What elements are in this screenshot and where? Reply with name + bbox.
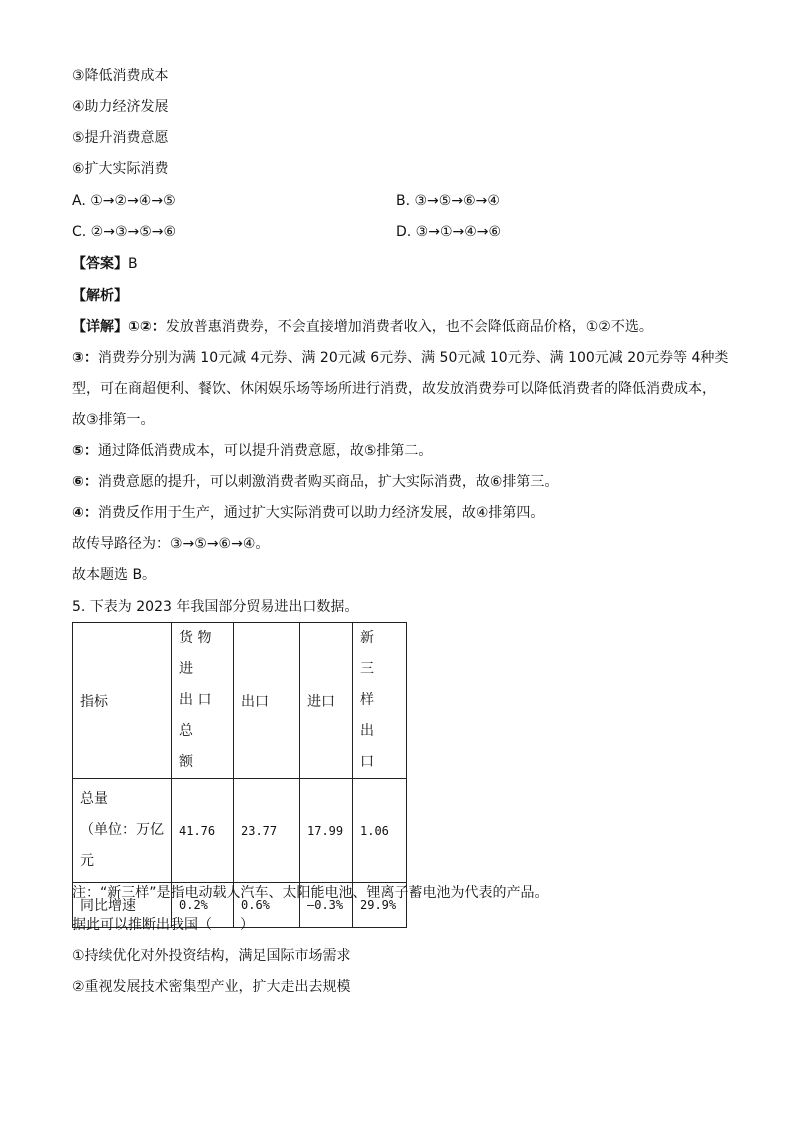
detail-p4-text: 消费意愿的提升，可以刺激消费者购买商品，扩大实际消费，故⑥排第三。	[97, 474, 559, 490]
detail-p3-text: 通过降低消费成本，可以提升消费意愿，故⑤排第二。	[97, 443, 433, 459]
cell-export-value: 23.77	[234, 779, 300, 883]
header-indicator: 指标	[73, 623, 172, 779]
cell-new-growth: 29.9%	[353, 883, 407, 928]
cell-import-growth: —0.3%	[300, 883, 353, 928]
option-item-5: ⑤提升消费意愿	[72, 130, 169, 146]
table-header-row	[73, 623, 407, 779]
detail-p3	[72, 436, 722, 467]
table-note: 注：“新三样”是指电动载人汽车、太阳能电池、锂离子蓄电池为代表的产品。	[72, 885, 549, 901]
table-row	[73, 779, 407, 883]
detail-conclusion: 故传导路径为：③→⑤→⑥→④。	[72, 536, 270, 552]
option-item-6: ⑥扩大实际消费	[72, 161, 169, 177]
header-total	[172, 623, 234, 779]
header-total-l1: 货 物 进	[179, 630, 212, 677]
detail-p5	[72, 498, 722, 529]
choice-c: C. ②→③→⑤→⑥	[72, 224, 177, 240]
choice-d: D. ③→①→④→⑥	[396, 224, 502, 240]
detail-p1-text: 发放普惠消费券，不会直接增加消费者收入，也不会降低商品价格，①②不选。	[165, 319, 653, 335]
detail-p2-label: ③：	[72, 350, 98, 366]
detail-p1-label: 【详解】①②：	[72, 319, 166, 335]
question-5-prompt: 据此可以推断出我国（ ）	[72, 917, 254, 933]
detail-p3-label: ⑤：	[72, 443, 98, 459]
cell-export-growth: 0.6%	[234, 883, 300, 928]
header-import: 进口	[300, 623, 353, 779]
row-total-label-l1: 总量	[80, 791, 108, 807]
cell-total-value: 41.76	[172, 779, 234, 883]
option-item-3: ③降低消费成本	[72, 68, 169, 84]
row-total-label	[73, 779, 172, 883]
detail-p2-line2: 型，可在商超便利、餐饮、休闲娱乐场等场所进行消费，故发放消费券可以降低消费者的降低消费成本，	[72, 381, 716, 397]
option-item-4: ④助力经济发展	[72, 99, 169, 115]
question-5-option-2: ②重视发展技术密集型产业，扩大走出去规模	[72, 979, 351, 995]
detail-p5-label: ④：	[72, 505, 98, 521]
answer-value: B	[128, 256, 138, 272]
analysis-label: 【解析】	[72, 288, 128, 304]
header-new-l1: 新 三	[360, 630, 388, 677]
cell-import-value: 17.99	[300, 779, 353, 883]
cell-new-value: 1.06	[353, 779, 407, 883]
detail-p4	[72, 467, 722, 498]
row-total-label-l3: 元	[80, 853, 94, 869]
header-new-three	[353, 623, 407, 779]
cell-total-growth: 0.2%	[172, 883, 234, 928]
header-new-l3: 口	[360, 754, 374, 770]
detail-p2-line1	[72, 343, 729, 374]
detail-p5-text: 消费反作用于生产，通过扩大实际消费可以助力经济发展，故④排第四。	[97, 505, 545, 521]
detail-p1	[72, 312, 722, 343]
choice-b: B. ③→⑤→⑥→④	[396, 193, 500, 209]
detail-p4-label: ⑥：	[72, 474, 98, 490]
choice-a: A. ①→②→④→⑤	[72, 193, 176, 209]
question-5-stem: 5. 下表为 2023 年我国部分贸易进出口数据。	[72, 599, 359, 615]
detail-p2-line3: 故③排第一。	[72, 412, 155, 428]
header-new-l2: 样 出	[360, 692, 388, 739]
question-5-option-1: ①持续优化对外投资结构，满足国际市场需求	[72, 948, 351, 964]
answer-label: 【答案】	[72, 256, 128, 272]
detail-final: 故本题选 B。	[72, 567, 157, 583]
header-total-l3: 额	[179, 754, 193, 770]
detail-p2-text1: 消费券分别为满 10元减 4元券、满 20元减 6元券、满 50元减 10元券、满 100元减 20元券等 4种类	[97, 350, 729, 366]
detail-block	[72, 312, 729, 591]
row-total-label-l2: （单位：万亿	[80, 822, 164, 838]
header-export: 出口	[234, 623, 300, 779]
answer-line	[72, 254, 138, 274]
row-growth-label: 同比增速	[73, 883, 172, 928]
header-total-l2: 出 口 总	[179, 692, 212, 739]
